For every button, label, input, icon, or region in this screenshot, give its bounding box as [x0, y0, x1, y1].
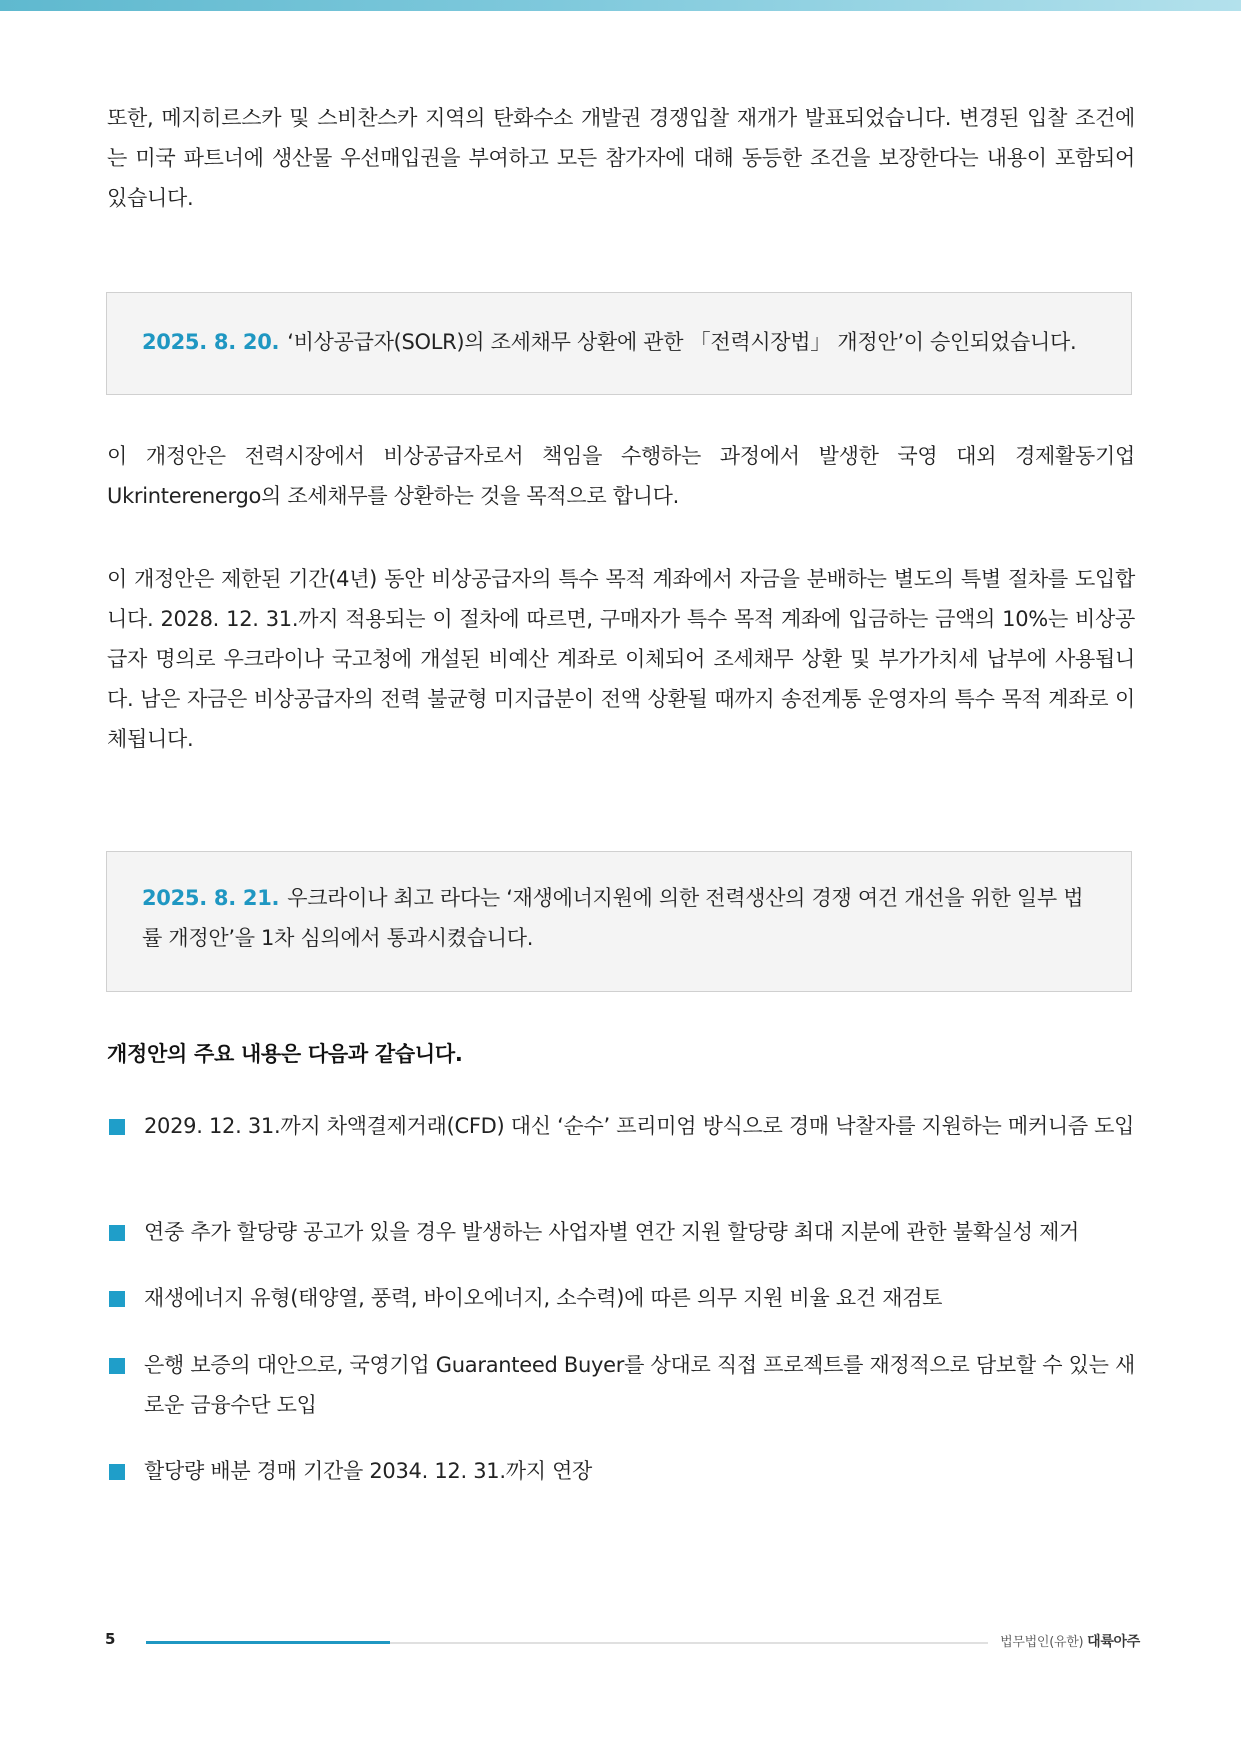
list-item — [107, 1345, 1135, 1425]
notice-box-solr — [106, 292, 1132, 395]
footer-rule-accent — [146, 1641, 390, 1644]
square-bullet-icon — [109, 1291, 125, 1307]
firm-name: 대륙아주 — [1087, 1634, 1140, 1650]
section-heading: 개정안의 주요 내용은 다음과 같습니다. — [107, 1042, 463, 1066]
notice-text — [142, 322, 1103, 362]
square-bullet-icon — [109, 1225, 125, 1241]
notice-date: 2025. 8. 21. — [142, 886, 280, 910]
list-item — [107, 1278, 1135, 1318]
notice-text — [142, 878, 1103, 958]
header-gradient-band — [0, 0, 1241, 11]
paragraph-hydrocarbon-tender: 또한, 메지히르스카 및 스비찬스카 지역의 탄화수소 개발권 경쟁입찰 재개가 발표되었습니다. 변경된 입찰 조건에는 미국 파트너에 생산물 우선매입권을 부여하고 모든 참가자에 대해 동등한 조건을 보장한다는 내용이 포함되어 있습니다. — [107, 106, 1135, 210]
notice-date: 2025. 8. 20. — [142, 330, 280, 354]
page-number: 5 — [105, 1630, 116, 1648]
paragraph-special-procedure: 이 개정안은 제한된 기간(4년) 동안 비상공급자의 특수 목적 계좌에서 자금을 분배하는 별도의 특별 절차를 도입합니다. 2028. 12. 31.까지 적용되는 이 절차에 따르면, 구매자가 특수 목적 계좌에 입금하는 금액의 10%는 비상공급자 명의로 우크라이나 국고청에 개설된 비예산 계좌로 이체되어 조세채무 상환 및 부가가치세 납부에 사용됩니다. 남은 자금은 비상공급자의 전력 불균형 미지급분이 전액 상환될 때까지 송전계통 운영자의 특수 목적 계좌로 이체됩니다. — [107, 567, 1135, 751]
notice-body: ‘비상공급자(SOLR)의 조세채무 상환에 관한 「전력시장법」 개정안’이 승인되었습니다. — [287, 330, 1077, 354]
list-item-text: 재생에너지 유형(태양열, 풍력, 바이오에너지, 소수력)에 따른 의무 지원 비율 요건 재검토 — [144, 1286, 943, 1310]
firm-prefix: 법무법인(유한) — [1000, 1635, 1084, 1650]
footer-firm-name — [1000, 1631, 1140, 1651]
square-bullet-icon — [109, 1358, 125, 1374]
list-item-text: 2029. 12. 31.까지 차액결제거래(CFD) 대신 ‘순수’ 프리미엄 방식으로 경매 낙찰자를 지원하는 메커니즘 도입 — [144, 1114, 1135, 1138]
square-bullet-icon — [109, 1119, 125, 1135]
list-item-text: 은행 보증의 대안으로, 국영기업 Guaranteed Buyer를 상대로 직접 프로젝트를 재정적으로 담보할 수 있는 새로운 금융수단 도입 — [144, 1353, 1135, 1417]
notice-body: 우크라이나 최고 라다는 ‘재생에너지원에 의한 전력생산의 경쟁 여건 개선을 위한 일부 법률 개정안’을 1차 심의에서 통과시켰습니다. — [142, 886, 1084, 950]
notice-box-renewable — [106, 851, 1132, 992]
list-item-text: 할당량 배분 경매 기간을 2034. 12. 31.까지 연장 — [144, 1459, 593, 1483]
paragraph-amendment-purpose: 이 개정안은 전력시장에서 비상공급자로서 책임을 수행하는 과정에서 발생한 국영 대외 경제활동기업 Ukrinterenergo의 조세채무를 상환하는 것을 목적으로 합니다. — [107, 444, 1135, 508]
list-item — [107, 1451, 1135, 1491]
list-item-text: 연중 추가 할당량 공고가 있을 경우 발생하는 사업자별 연간 지원 할당량 최대 지분에 관한 불확실성 제거 — [144, 1220, 1080, 1244]
square-bullet-icon — [109, 1464, 125, 1480]
list-item — [107, 1212, 1135, 1252]
list-item — [107, 1106, 1135, 1146]
